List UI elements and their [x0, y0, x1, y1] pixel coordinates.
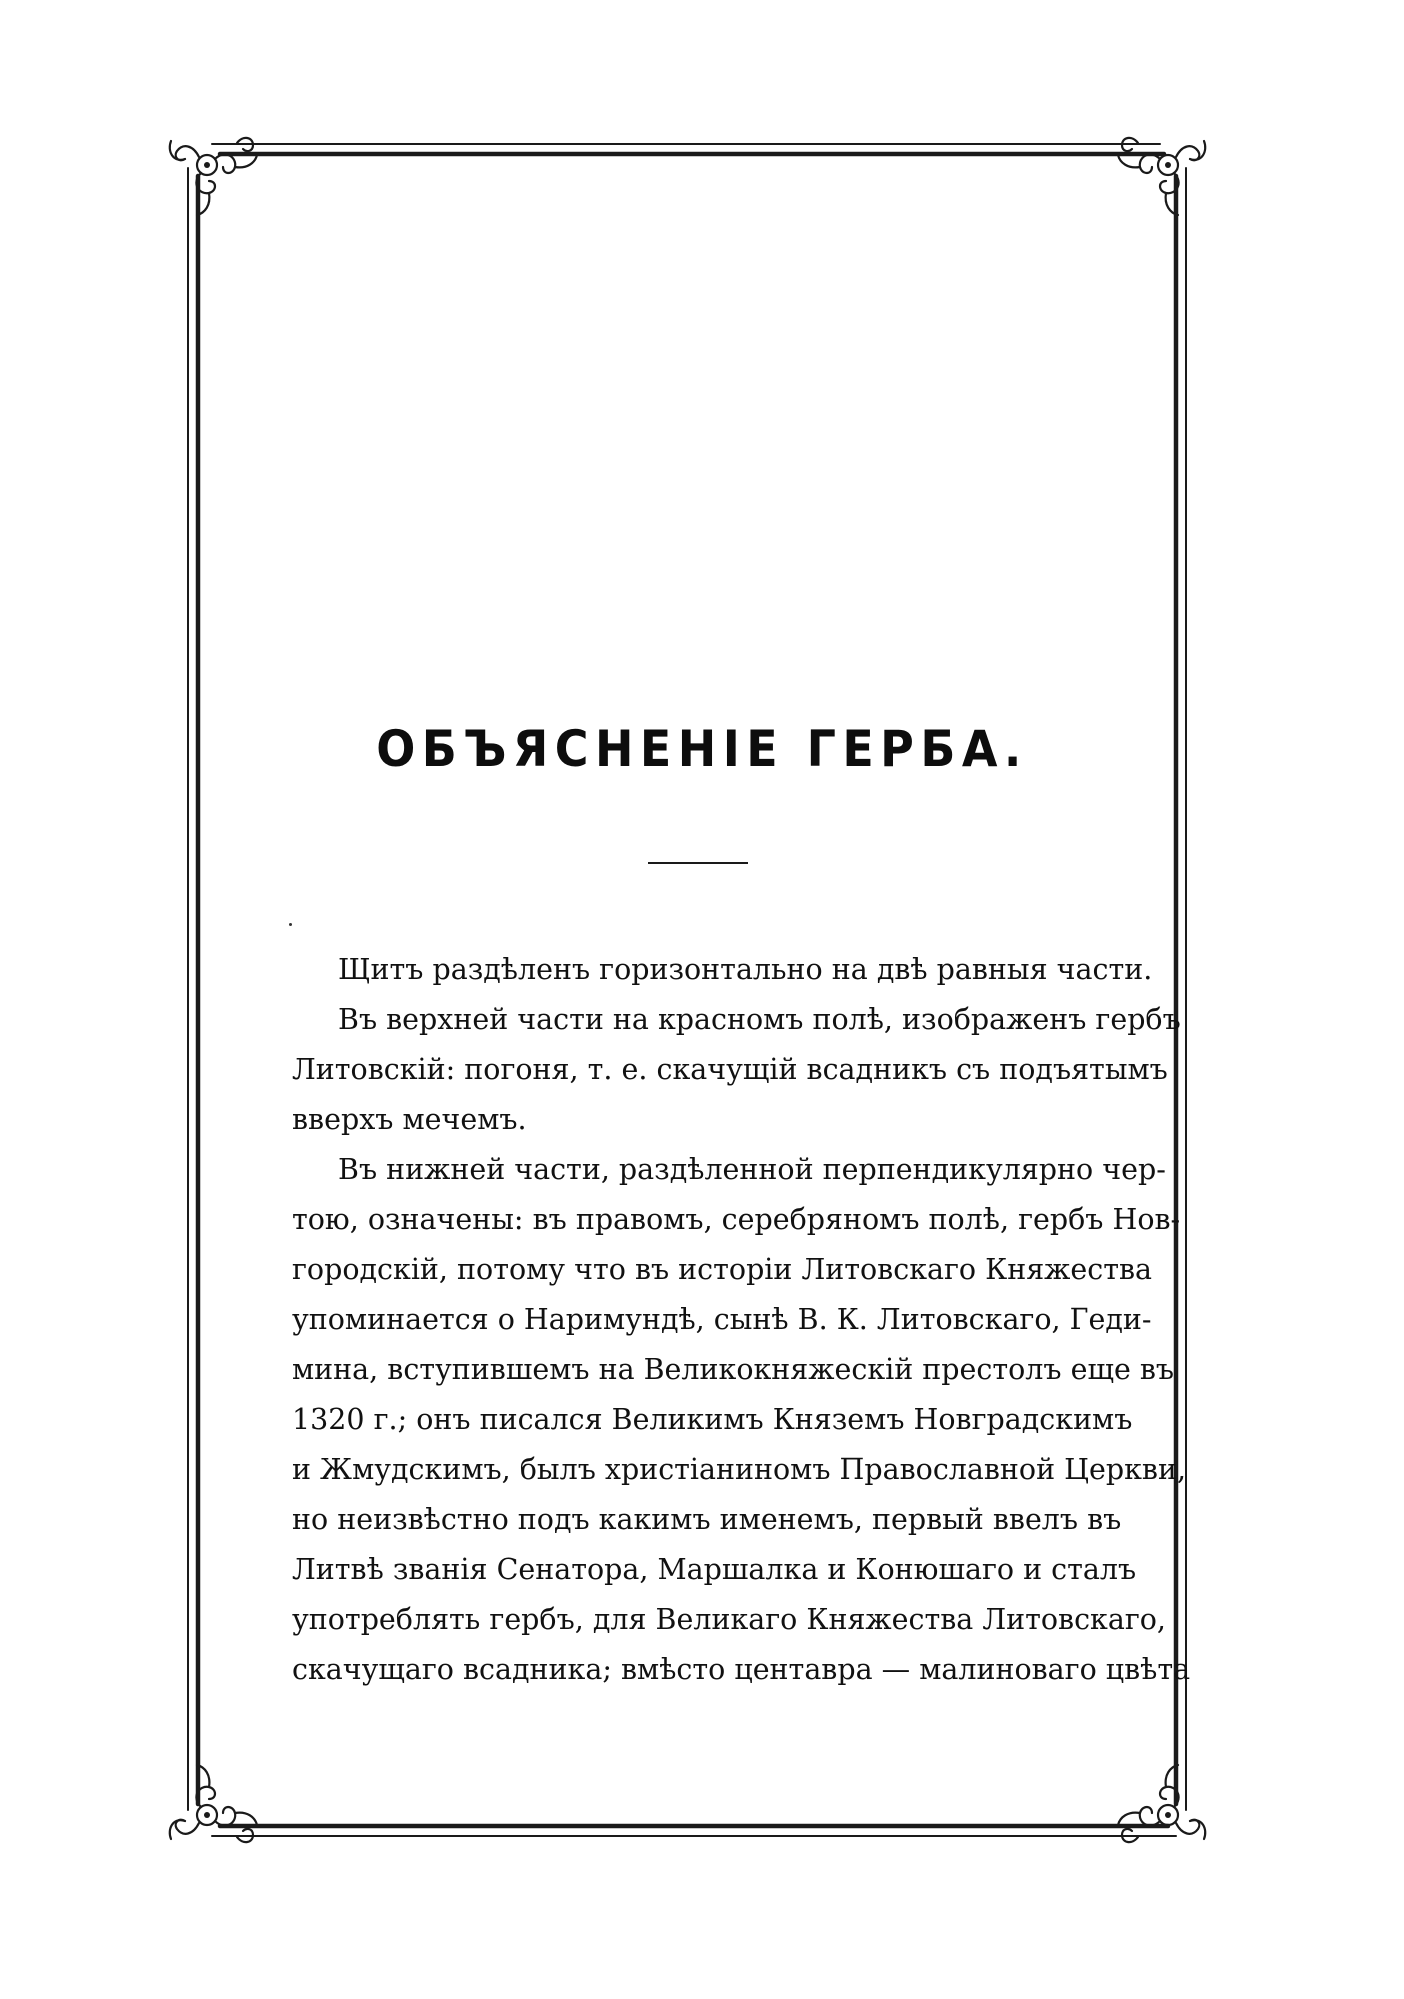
print-speck [289, 923, 292, 926]
text-line: и Жмудскимъ, былъ христіаниномъ Православной Церкви, [292, 1453, 1187, 1486]
page-title: ОБЪЯСНЕНІЕ ГЕРБА. [376, 720, 1028, 778]
corner-flourish-top-right [1118, 138, 1205, 215]
paragraph-2 [292, 995, 1181, 1145]
corner-flourish-bottom-left [170, 1765, 257, 1842]
text-line: упоминается о Наримундѣ, сынѣ В. К. Литовскаго, Геди- [292, 1303, 1152, 1336]
body-text [292, 945, 1191, 1695]
text-line: городскій, потому что въ исторіи Литовскаго Княжества [292, 1253, 1153, 1286]
text-line: скачущаго всадника; вмѣсто центавра — малиноваго цвѣта [292, 1653, 1191, 1686]
text-line: 1320 г.; онъ писался Великимъ Княземъ Новградскимъ [292, 1403, 1133, 1436]
title-rule [648, 862, 748, 864]
corner-flourish-bottom-right [1118, 1765, 1205, 1842]
text-line: вверхъ мечемъ. [292, 1103, 527, 1136]
text-line: Щитъ раздѣленъ горизонтально на двѣ равныя части. [338, 953, 1153, 986]
paragraph-1 [292, 945, 1153, 995]
text-line: мина, вступившемъ на Великокняжескій престолъ еще въ [292, 1353, 1175, 1386]
corner-flourish-top-left [170, 138, 257, 215]
text-line: Литвѣ званія Сенатора, Маршалка и Конюшаго и сталъ [292, 1553, 1137, 1586]
text-line: Въ верхней части на красномъ полѣ, изображенъ гербъ [338, 1003, 1181, 1036]
text-line: но неизвѣстно подъ какимъ именемъ, первый ввелъ въ [292, 1503, 1122, 1536]
text-line: употреблять гербъ, для Великаго Княжества Литовскаго, [292, 1603, 1166, 1636]
paragraph-3 [292, 1145, 1191, 1695]
text-line: тою, означены: въ правомъ, серебряномъ полѣ, гербъ Нов- [292, 1203, 1181, 1236]
text-line: Въ нижней части, раздѣленной перпендикулярно чер- [338, 1153, 1166, 1186]
text-line: Литовскій: погоня, т. е. скачущій всадникъ съ подъятымъ [292, 1053, 1168, 1086]
